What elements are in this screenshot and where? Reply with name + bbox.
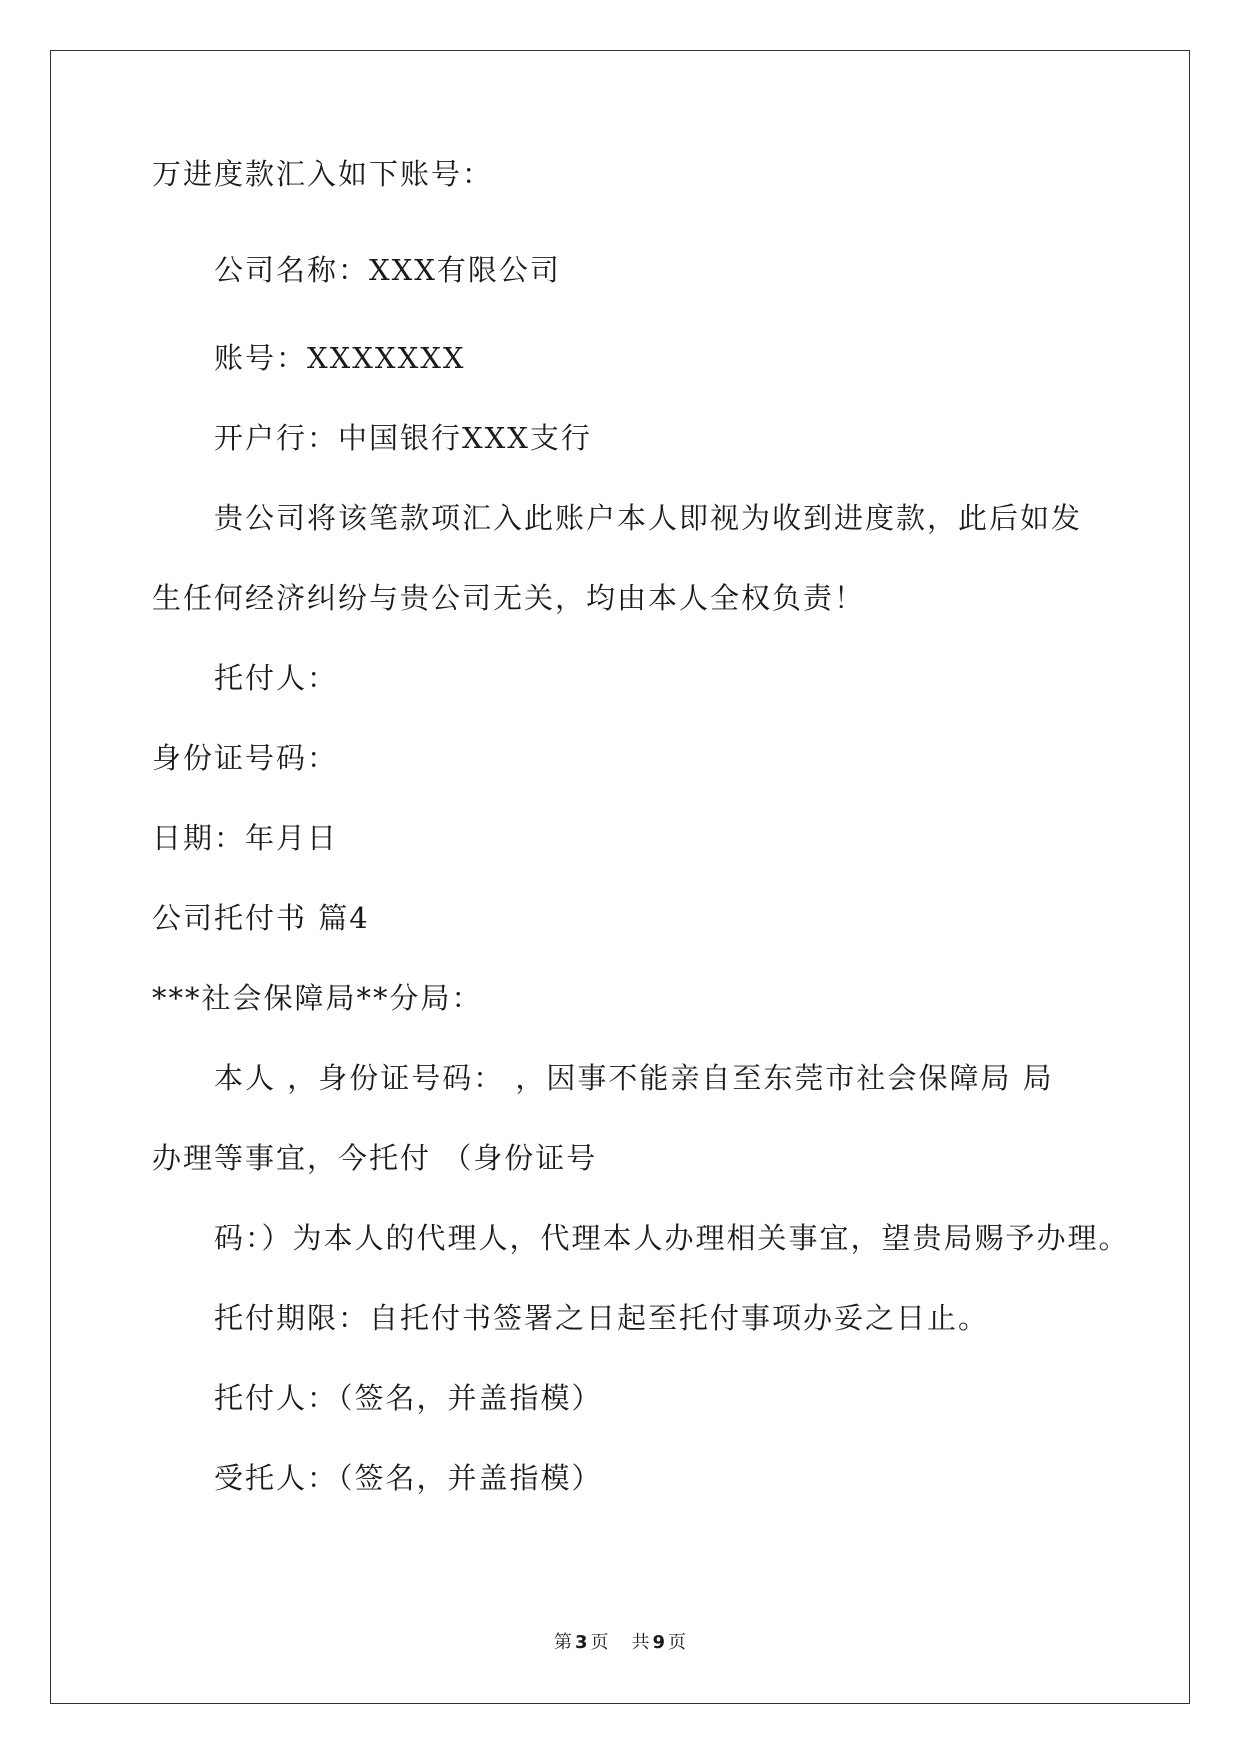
footer-total-prefix: 共: [631, 1632, 651, 1653]
page-footer: [0, 1628, 1241, 1654]
page-border: [50, 50, 1190, 1704]
total-pages-number: 9: [652, 1632, 667, 1653]
principal-signature-line: 托付人：（签名，并盖指模）: [214, 1381, 603, 1415]
account-number-line: 账号：XXXXXXX: [214, 341, 466, 375]
addressee-line: ***社会保障局**分局：: [152, 981, 483, 1015]
agent-signature-line: 受托人：（签名，并盖指模）: [214, 1461, 603, 1495]
footer-prefix: 第: [553, 1632, 573, 1653]
id-number-line: 身份证号码：: [152, 741, 339, 775]
footer-total-suffix: 页: [668, 1632, 688, 1653]
bank-line: 开户行：中国银行XXX支行: [214, 421, 592, 455]
statement-line-1: 本人 ，身份证号码： ，因事不能亲自至东莞市社会保障局 局: [214, 1061, 1054, 1095]
principal-line: 托付人：: [214, 661, 339, 695]
validity-line: 托付期限：自托付书签署之日起至托付事项办妥之日止。: [214, 1301, 990, 1335]
section-heading: 公司托付书 篇4: [152, 901, 370, 935]
current-page-number: 3: [574, 1632, 589, 1653]
footer-page-word: 页: [590, 1632, 610, 1653]
date-line: 日期：年月日: [152, 821, 339, 855]
text-line-1: 万进度款汇入如下账号：: [152, 157, 494, 191]
statement-line-3: 码：）为本人的代理人，代理本人办理相关事宜，望贵局赐予办理。: [214, 1221, 1130, 1255]
company-name-line: 公司名称：XXX有限公司: [214, 253, 561, 287]
paragraph-line-2: 生任何经济纠纷与贵公司无关，均由本人全权负责！: [152, 581, 866, 615]
paragraph-line-1: 贵公司将该笔款项汇入此账户本人即视为收到进度款，此后如发: [214, 501, 1083, 535]
statement-line-2: 办理等事宜，今托付 （身份证号: [152, 1141, 598, 1175]
